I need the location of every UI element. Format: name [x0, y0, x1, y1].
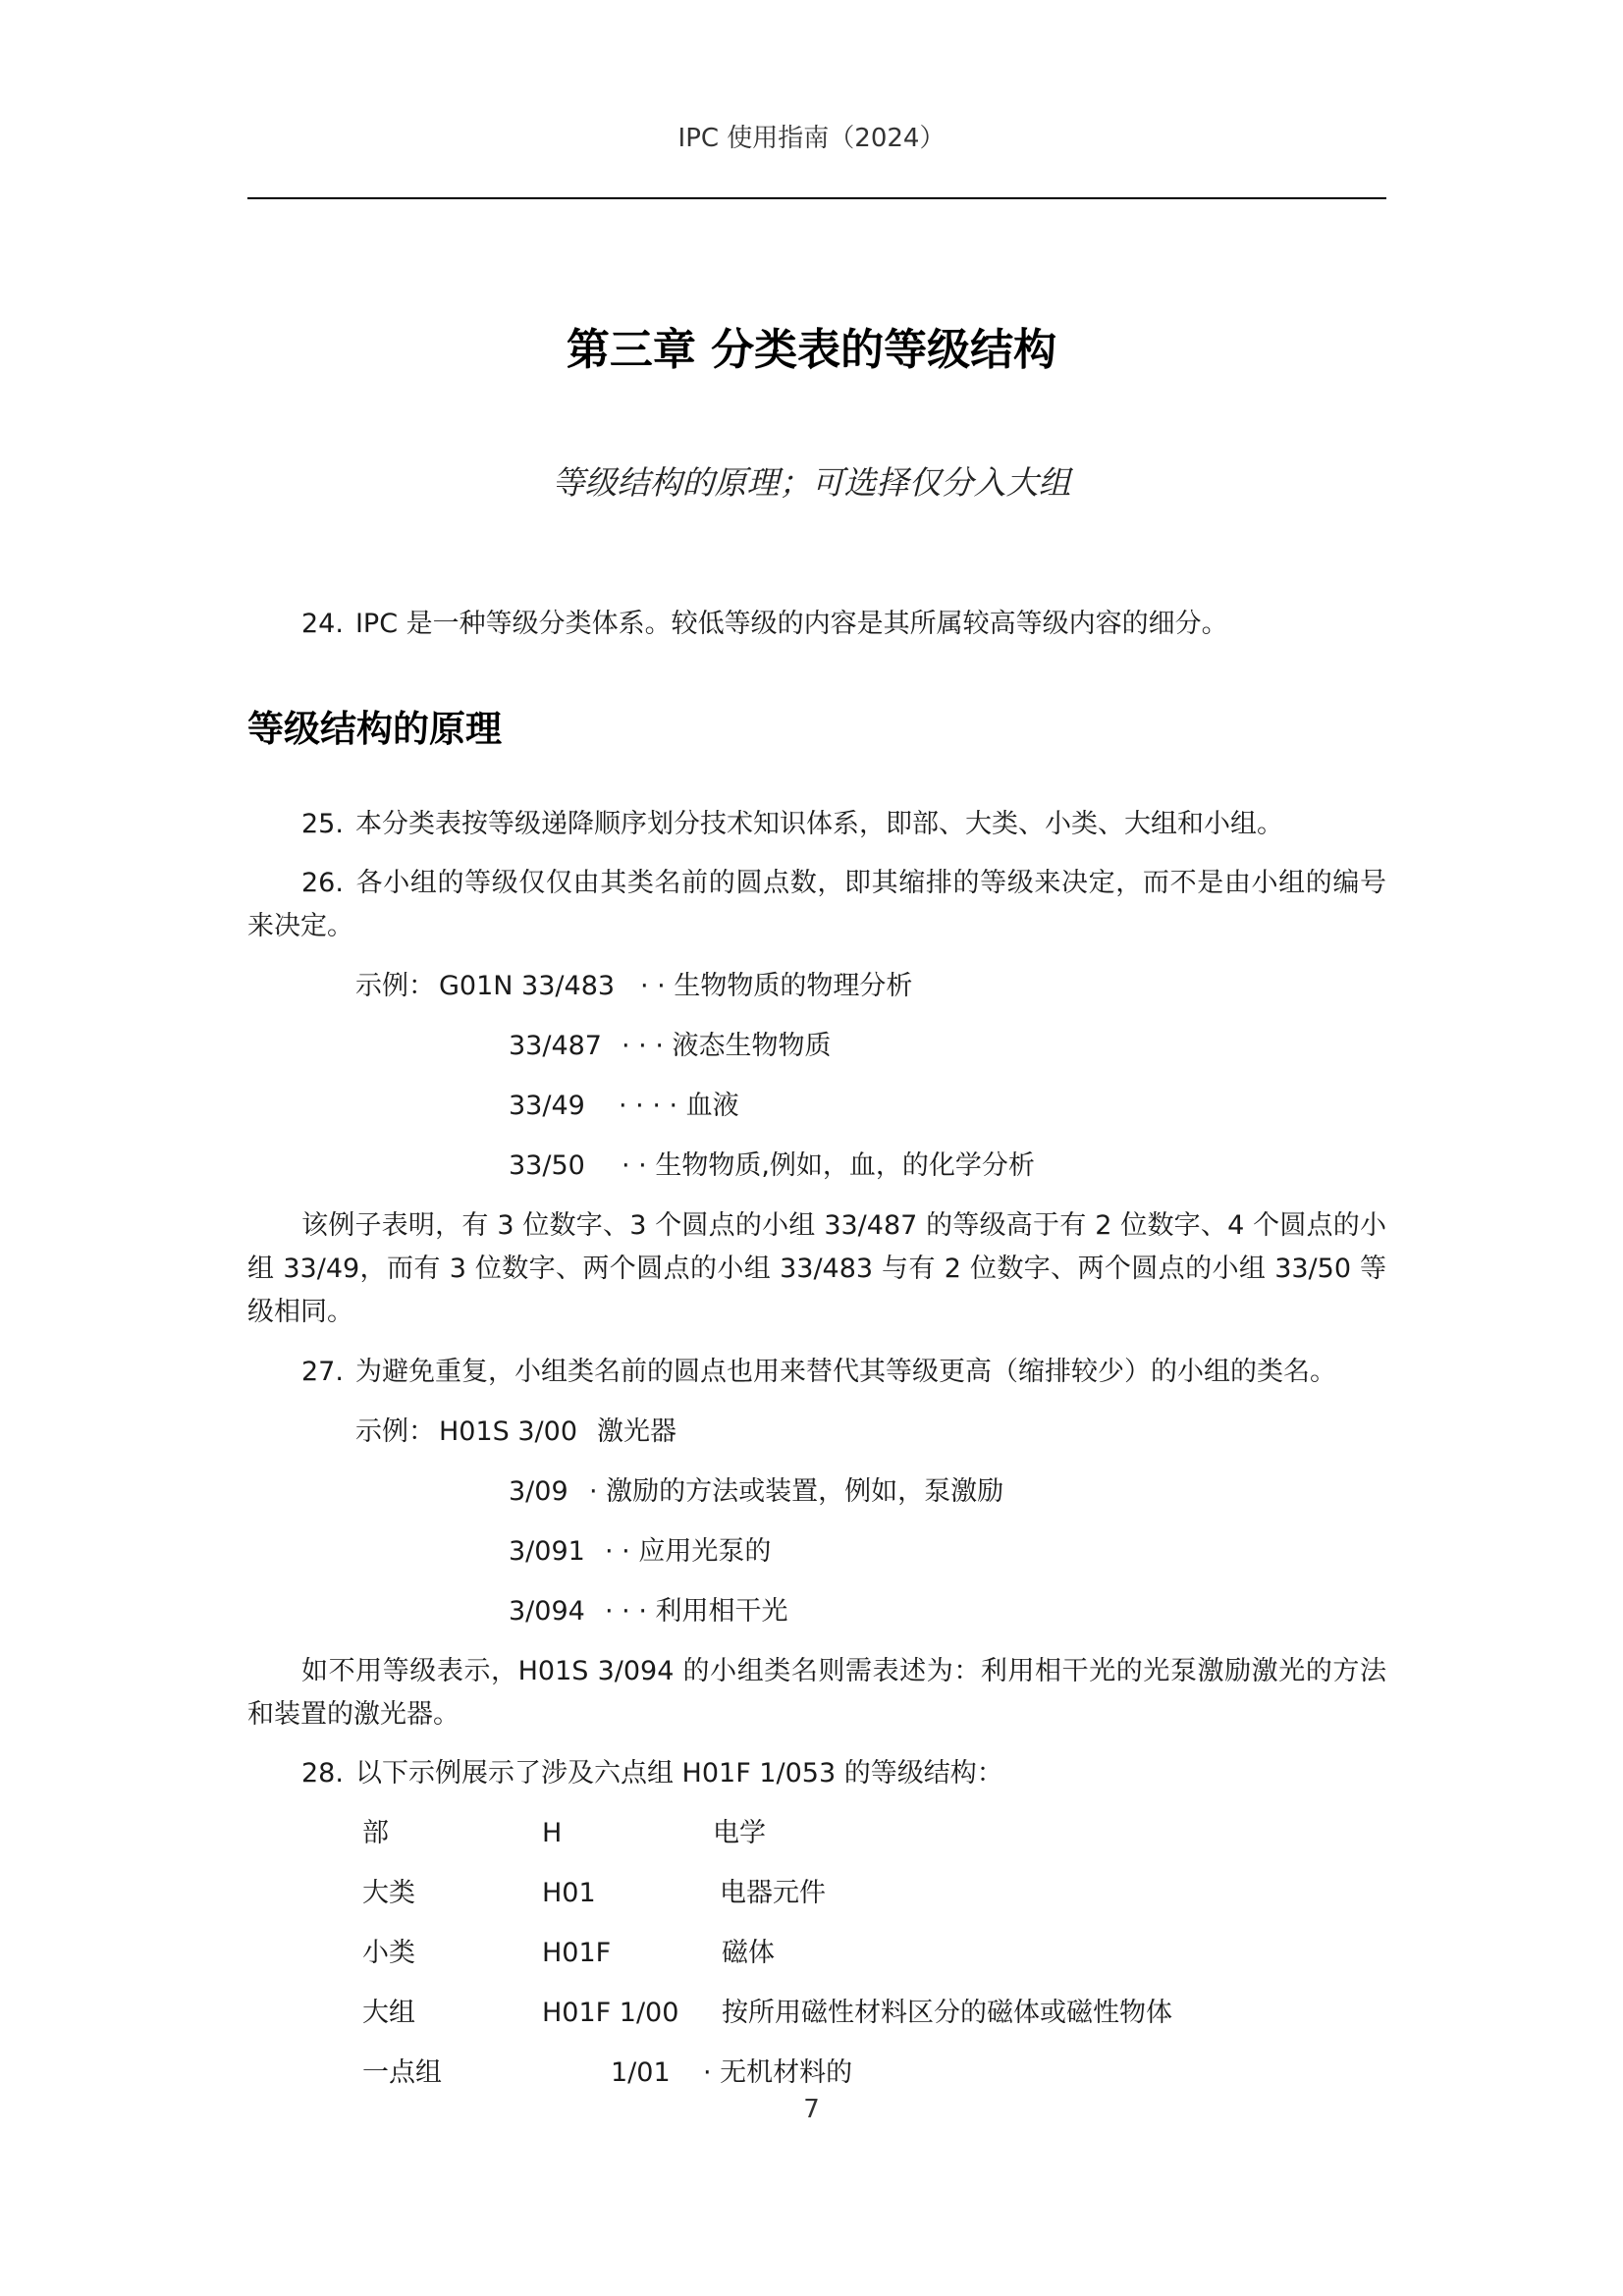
paragraph-28: [301, 1752, 1003, 1795]
hierarchy-code: 1/01: [611, 2057, 671, 2088]
paragraph-number: 26.: [301, 868, 344, 898]
paragraph-text: 各小组的等级仅仅由其类名前的圆点数，即其缩排的等级来决定，而不是由小组的编号来决定。: [247, 868, 1386, 941]
example-1-desc: · · 生物物质的物理分析: [640, 971, 913, 1001]
paragraph-text: 本分类表按等级递降顺序划分技术知识体系，即部、大类、小类、大组和小组。: [354, 809, 1283, 839]
hierarchy-title: · 无机材料的: [703, 2057, 853, 2088]
example-2-desc: · · 应用光泵的: [605, 1536, 772, 1567]
example-1-code: 33/50: [509, 1150, 585, 1181]
paragraph-26: [247, 862, 1386, 948]
paragraph-27: [301, 1351, 1336, 1394]
paragraph-text: IPC 是一种等级分类体系。较低等级的内容是其所属较高等级内容的细分。: [354, 609, 1228, 639]
example-2-desc: · 激励的方法或装置，例如，泵激励: [589, 1476, 1004, 1507]
example-2-code: H01S 3/00: [439, 1416, 578, 1447]
running-header: IPC 使用指南（2024）: [677, 124, 946, 153]
section-heading: 等级结构的原理: [247, 708, 502, 750]
hierarchy-code: H01: [542, 1878, 596, 1908]
paragraph-number: 25.: [301, 809, 344, 839]
paragraph-number: 24.: [301, 609, 344, 639]
paragraph-number: 28.: [301, 1758, 344, 1789]
chapter-title: 第三章 分类表的等级结构: [566, 325, 1057, 375]
example-1-code: 33/487: [509, 1031, 602, 1061]
hierarchy-code: H: [542, 1818, 563, 1848]
example-2-code: 3/091: [509, 1536, 585, 1567]
chapter-subtitle: 等级结构的原理；可选择仅分入大组: [552, 463, 1071, 502]
hierarchy-title: 电器元件: [720, 1878, 826, 1908]
paragraph-text: 为避免重复，小组类名前的圆点也用来替代其等级更高（缩排较少）的小组的类名。: [354, 1357, 1336, 1387]
hierarchy-code: H01F 1/00: [542, 1998, 679, 2028]
example-1-code: G01N 33/483: [439, 971, 616, 1001]
hierarchy-title: 按所用磁性材料区分的磁体或磁性物体: [722, 1998, 1172, 2028]
paragraph-27-explanation: 如不用等级表示，H01S 3/094 的小组类名则需表述为：利用相干光的光泵激励激光的方法和装置的激光器。: [247, 1656, 1386, 1730]
header-divider: [247, 197, 1386, 199]
example-1-desc: · · 生物物质,例如，血，的化学分析: [622, 1150, 1035, 1181]
example-1-desc: · · · · 血液: [619, 1091, 739, 1121]
example-2-code: 3/094: [509, 1596, 585, 1627]
example-1-desc: · · · 液态生物物质: [622, 1031, 832, 1061]
page-number: 7: [803, 2095, 820, 2124]
hierarchy-level: 部: [362, 1818, 389, 1848]
example-2-desc: · · · 利用相干光: [605, 1596, 788, 1627]
hierarchy-level: 小类: [362, 1938, 415, 1968]
paragraph-number: 27.: [301, 1357, 344, 1387]
hierarchy-level: 一点组: [362, 2057, 442, 2088]
paragraph-text: 以下示例展示了涉及六点组 H01F 1/053 的等级结构：: [354, 1758, 1003, 1789]
hierarchy-title: 磁体: [722, 1938, 775, 1968]
hierarchy-code: H01F: [542, 1938, 612, 1968]
hierarchy-title: 电学: [713, 1818, 766, 1848]
hierarchy-level: 大类: [362, 1878, 415, 1908]
hierarchy-level: 大组: [362, 1998, 415, 2028]
example-1-label: 示例：: [355, 971, 435, 1001]
paragraph-26-explanation: 该例子表明，有 3 位数字、3 个圆点的小组 33/487 的等级高于有 2 位数字、4 个圆点的小组 33/49，而有 3 位数字、两个圆点的小组 33/483 与有 2 位数字、两个圆点的小组 33/50 等级相同。: [247, 1210, 1386, 1327]
example-1-code: 33/49: [509, 1091, 585, 1121]
example-2-desc: 激光器: [597, 1416, 676, 1447]
example-2-code: 3/09: [509, 1476, 568, 1507]
paragraph-25: [301, 803, 1283, 846]
paragraph-24: [301, 603, 1228, 646]
example-2-label: 示例：: [355, 1416, 435, 1447]
